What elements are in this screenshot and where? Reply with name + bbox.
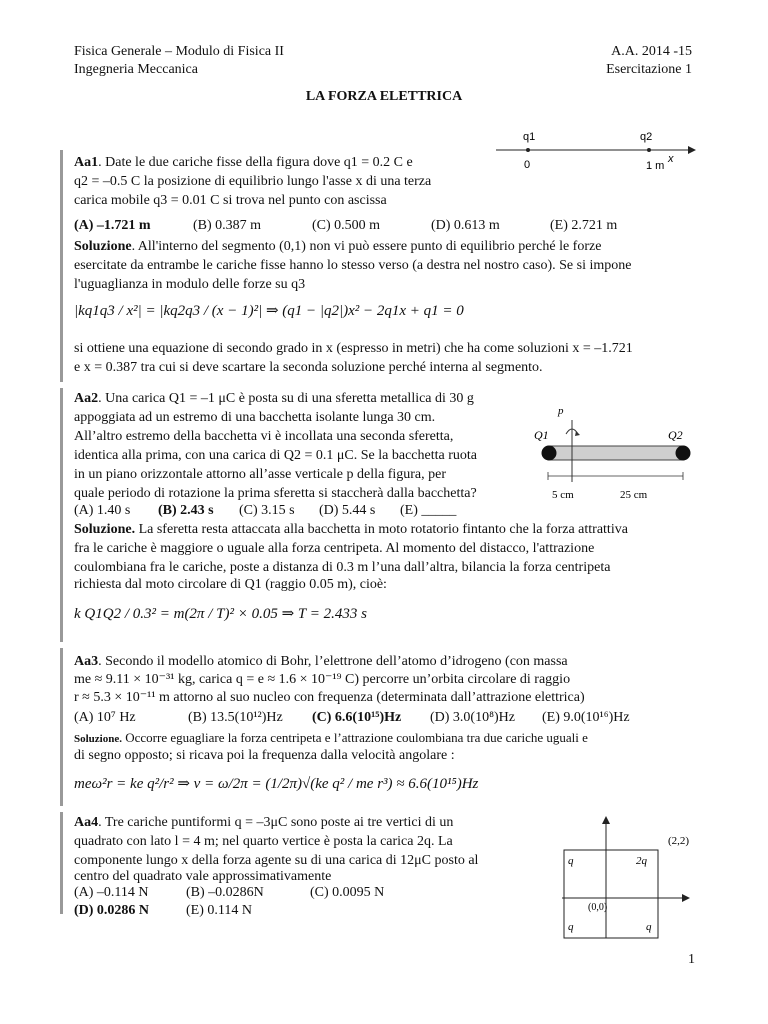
- page-title: LA FORZA ELETTRICA: [305, 89, 463, 104]
- aa4-option-b: (B) –0.0286N: [186, 885, 264, 900]
- aa1-solution-line3: l'uguaglianza in modulo delle forze su q3: [74, 277, 306, 292]
- course-title: Fisica Generale – Modulo di Fisica II: [74, 44, 284, 59]
- faculty: Ingegneria Meccanica: [74, 62, 198, 77]
- aa2-fig-p: p: [558, 405, 564, 417]
- aa1-text-line3: carica mobile q3 = 0.01 C si trova nel punto con ascissa: [74, 193, 387, 208]
- aa1-solution-line2: esercitate da entrambe le cariche fisse hanno lo stesso verso (a destra nel nostro caso). Se si impone: [74, 258, 632, 273]
- aa3-solution-line2: di segno opposto; si ricava poi la frequenza dalla velocità angolare :: [74, 748, 455, 763]
- aa1-fig-zero: 0: [524, 159, 531, 171]
- aa1-charge-q1: [526, 148, 530, 152]
- aa3-option-c: (C) 6.6(10¹⁵)Hz: [312, 710, 402, 725]
- aa3-option-e: (E) 9.0(10¹⁶)Hz: [542, 710, 630, 725]
- aa2-text-line6: quale periodo di rotazione la prima sferetta si staccherà dalla bacchetta?: [74, 486, 477, 501]
- aa3-formula: meω²r = ke q²/r² ⇒ ν = ω/2π = (1/2π)√(ke q² / me r³) ≈ 6.6(10¹⁵)Hz: [74, 776, 479, 792]
- aa4-square-figure: [556, 814, 706, 944]
- aa2-option-b: (B) 2.43 s: [158, 503, 214, 518]
- aa4-text-line3: componente lungo x della forza agente su di una carica di 12μC posto al: [74, 853, 479, 868]
- aa2-option-c: (C) 3.15 s: [239, 503, 295, 518]
- aa3-text-line2: me ≈ 9.11 × 10⁻³¹ kg, carica q = e ≈ 1.6 × 10⁻¹⁹ C) percorre un’orbita circolare di raggio: [74, 672, 571, 687]
- aa1-option-a: (A) –1.721 m: [74, 218, 151, 233]
- aa1-options: [74, 216, 694, 235]
- aa2-text-line3: All’altro estremo della bacchetta vi è incollata una seconda sferetta,: [74, 429, 454, 444]
- aa1-charge-q2: [647, 148, 651, 152]
- aa1-option-b: (B) 0.387 m: [193, 218, 262, 233]
- aa2-text-line2: appoggiata ad un estremo di una bacchetta isolante lunga 30 cm.: [74, 410, 436, 425]
- aa1-solution-line1: Soluzione. All'interno del segmento (0,1) non vi può essere punto di equilibrio perché le forze: [74, 239, 602, 254]
- aa4-charge-tl: q: [568, 855, 574, 867]
- aa4-charge-br: q: [646, 921, 652, 933]
- page-number: 1: [688, 952, 695, 967]
- aa3-margin-bar: [60, 648, 63, 806]
- aa2-text-line4: identica alla prima, con una carica di Q2 = 0.1 μC. Se la bacchetta ruota: [74, 448, 477, 463]
- aa3-option-b: (B) 13.5(10¹²)Hz: [188, 710, 283, 725]
- aa1-text-line1: Aa1. Date le due cariche fisse della figura dove q1 = 0.2 C e: [74, 155, 413, 170]
- aa3-text-line3: r ≈ 5.3 × 10⁻¹¹ m attorno al suo nucleo con frequenza (determinata dall’attrazione elettrica): [74, 690, 585, 705]
- aa2-sphere-q1: [542, 446, 557, 461]
- aa4-corner-label: (2,2): [668, 835, 690, 847]
- aa2-fig-d1: 5 cm: [552, 489, 574, 501]
- aa2-solution-line2: fra le cariche è maggiore o uguale alla forza centripeta. Al momento del distacco, l'attrazione: [74, 541, 595, 556]
- aa4-option-e: (E) 0.114 N: [186, 903, 252, 918]
- aa1-option-e: (E) 2.721 m: [550, 218, 618, 233]
- aa2-fig-d2: 25 cm: [620, 489, 648, 501]
- aa4-option-d: (D) 0.0286 N: [74, 903, 150, 918]
- aa1-fig-q2: q2: [640, 131, 653, 143]
- aa2-option-e: (E) _____: [400, 503, 457, 518]
- aa4-text-line4: centro del quadrato vale approssimativamente: [74, 869, 332, 884]
- aa2-text-line5: in un piano orizzontale attorno all’asse verticale p della figura, per: [74, 467, 447, 482]
- aa2-rod-figure: [528, 402, 698, 504]
- aa4-origin-label: (0,0): [588, 902, 608, 913]
- aa4-option-a: (A) –0.114 N: [74, 885, 149, 900]
- aa2-rod: [548, 446, 684, 460]
- aa1-fig-x: x: [668, 153, 674, 165]
- aa4-text-line2: quadrato con lato l = 4 m; nel quarto vertice è posta la carica 2q. La: [74, 834, 453, 849]
- exercise-number: Esercitazione 1: [606, 62, 692, 77]
- aa3-option-d: (D) 3.0(10⁸)Hz: [430, 710, 515, 725]
- aa1-option-d: (D) 0.613 m: [431, 218, 500, 233]
- aa4-margin-bar: [60, 812, 63, 914]
- aa2-solution-line1: Soluzione. La sferetta resta attaccata alla bacchetta in moto rotatorio fintanto che la forza attrattiva: [74, 522, 628, 537]
- aa2-fig-q1: Q1: [534, 428, 549, 442]
- aa1-fig-q1: q1: [523, 131, 536, 143]
- aa2-option-a: (A) 1.40 s: [74, 503, 131, 518]
- aa3-option-a: (A) 10⁷ Hz: [74, 710, 136, 725]
- aa1-solution-line5: e x = 0.387 tra cui si deve scartare la seconda soluzione perché interna al segmento.: [74, 360, 543, 375]
- aa4-charge-bl: q: [568, 921, 574, 933]
- aa4-text-line1: Aa4. Tre cariche puntiformi q = –3μC sono poste ai tre vertici di un: [74, 815, 454, 830]
- aa3-solution-line1: Soluzione. Occorre eguagliare la forza centripeta e l’attrazione coulombiana tra due cariche uguali e: [74, 730, 588, 745]
- aa1-margin-bar: [60, 150, 63, 382]
- aa2-text-line1: Aa2. Una carica Q1 = –1 μC è posta su di una sferetta metallica di 30 g: [74, 391, 474, 406]
- academic-year: A.A. 2014 -15: [611, 44, 692, 59]
- aa1-option-c: (C) 0.500 m: [312, 218, 381, 233]
- aa1-formula: |kq1q3 / x²| = |kq2q3 / (x − 1)²| ⇒ (q1 − |q2|)x² − 2q1x + q1 = 0: [74, 303, 464, 319]
- aa2-sphere-q2: [676, 446, 691, 461]
- aa2-fig-q2: Q2: [668, 428, 683, 442]
- aa2-margin-bar: [60, 388, 63, 642]
- aa1-axis-figure: [490, 126, 700, 176]
- aa2-solution-line3: coulombiana fra le cariche, poste a distanza di 0.3 m l’una dall’altra, bilancia la forza centripeta: [74, 560, 611, 575]
- aa3-text-line1: Aa3. Secondo il modello atomico di Bohr, l’elettrone dell’atomo d’idrogeno (con massa: [74, 654, 568, 669]
- aa4-option-c: (C) 0.0095 N: [310, 885, 385, 900]
- aa3-options: [74, 708, 694, 727]
- aa4-charge-tr: 2q: [636, 855, 647, 867]
- aa1-text-line2: q2 = –0.5 C la posizione di equilibrio lungo l'asse x di una terza: [74, 174, 432, 189]
- aa1-solution-line4: si ottiene una equazione di secondo grado in x (espresso in metri) che ha come soluzioni x = –1.721: [74, 341, 633, 356]
- aa2-option-d: (D) 5.44 s: [319, 503, 376, 518]
- aa2-formula: k Q1Q2 / 0.3² = m(2π / T)² × 0.05 ⇒ T = 2.433 s: [74, 606, 367, 622]
- aa1-fig-one: 1 m: [646, 160, 665, 172]
- aa2-solution-line4: richiesta dal moto circolare di Q1 (raggio 0.05 m), cioè:: [74, 577, 387, 592]
